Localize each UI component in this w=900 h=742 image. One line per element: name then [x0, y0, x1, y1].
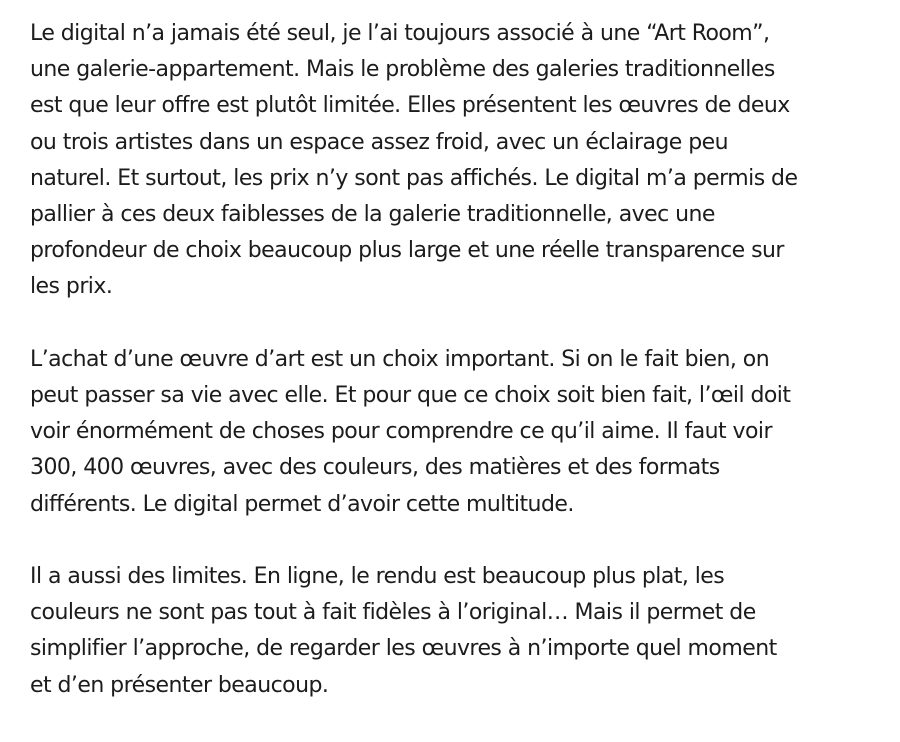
paragraph-2	[30, 342, 886, 523]
article-body	[30, 16, 886, 740]
paragraph-line: et d’en présenter beaucoup.	[30, 672, 329, 698]
paragraph-line: ou trois artistes dans un espace assez froid, avec un éclairage peu	[30, 129, 729, 155]
paragraph-line: 300, 400 œuvres, avec des couleurs, des matières et des formats	[30, 455, 720, 481]
paragraph-line: Il a aussi des limites. En ligne, le rendu est beaucoup plus plat, les	[30, 564, 725, 590]
paragraph-1	[30, 16, 886, 306]
paragraph-line: est que leur offre est plutôt limitée. Elles présentent les œuvres de deux	[30, 93, 790, 119]
paragraph-line: couleurs ne sont pas tout à fait fidèles à l’original… Mais il permet de	[30, 600, 756, 626]
paragraph-line: une galerie-appartement. Mais le problème des galeries traditionnelles	[30, 57, 775, 83]
paragraph-3	[30, 559, 886, 704]
paragraph-line: profondeur de choix beaucoup plus large et une réelle transparence sur	[30, 238, 784, 264]
paragraph-line: L’achat d’une œuvre d’art est un choix important. Si on le fait bien, on	[30, 346, 770, 372]
paragraph-line: les prix.	[30, 274, 113, 300]
paragraph-line: naturel. Et surtout, les prix n’y sont pas affichés. Le digital m’a permis de	[30, 165, 798, 191]
paragraph-line: simplifier l’approche, de regarder les œuvres à n’importe quel moment	[30, 636, 777, 662]
paragraph-line: différents. Le digital permet d’avoir cette multitude.	[30, 491, 574, 517]
paragraph-line: Le digital n’a jamais été seul, je l’ai toujours associé à une “Art Room”,	[30, 21, 770, 46]
paragraph-line: pallier à ces deux faiblesses de la galerie traditionnelle, avec une	[30, 202, 715, 228]
paragraph-line: peut passer sa vie avec elle. Et pour que ce choix soit bien fait, l’œil doit	[30, 383, 791, 409]
paragraph-line: voir énormément de choses pour comprendre ce qu’il aime. Il faut voir	[30, 419, 772, 445]
